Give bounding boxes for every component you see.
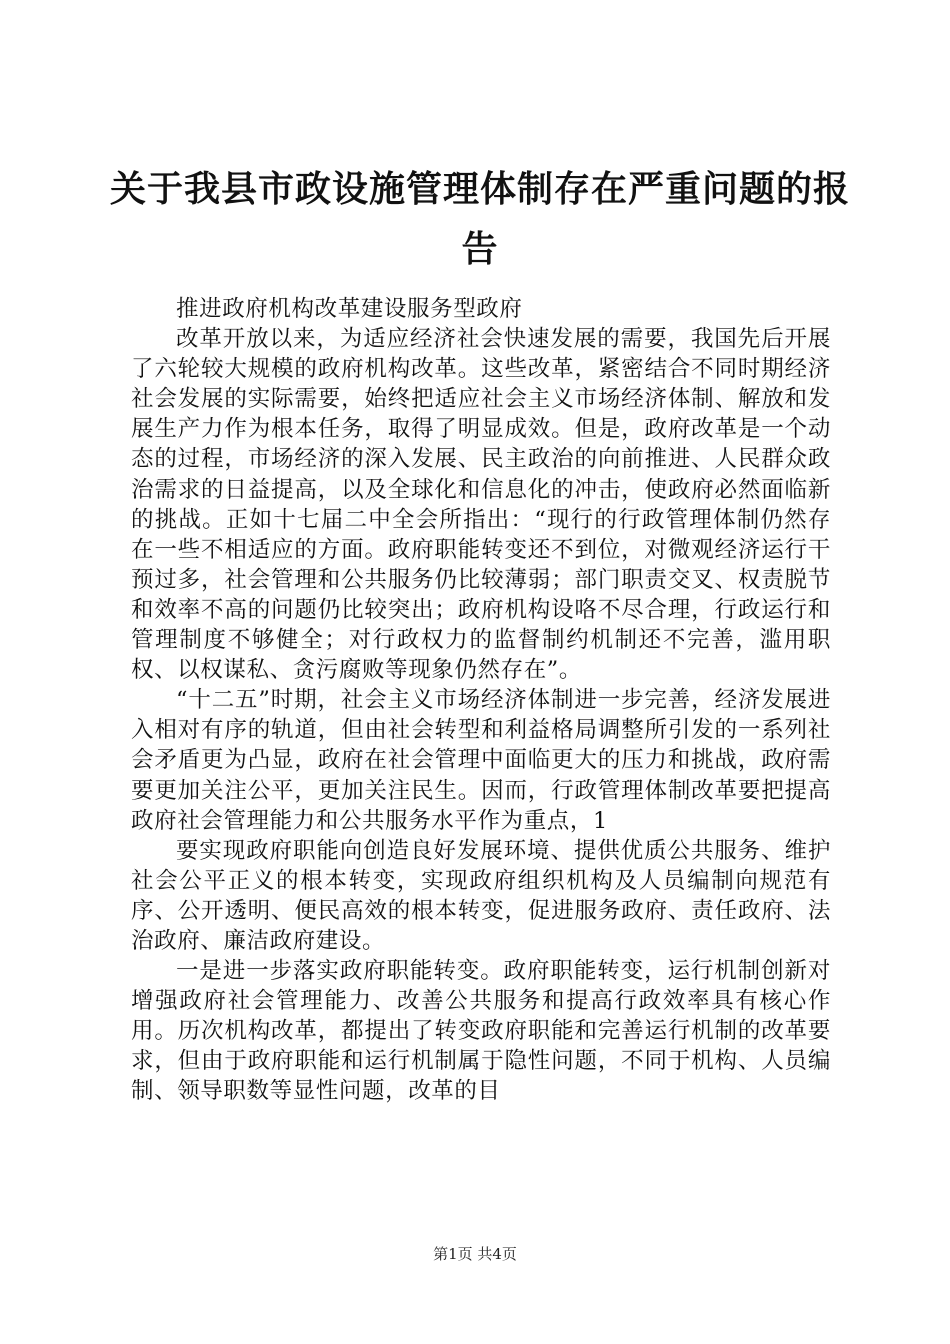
paragraph: 改革开放以来，为适应经济社会快速发展的需要，我国先后开展了六轮较大规模的政府机构改革。这些改革，紧密结合不同时期经济社会发展的实际需要，始终把适应社会主义市场经济体制、解放和发展生产力作为根本任务，取得了明显成效。但是，政府改革是一个动态的过程，市场经济的深入发展、民主政治的向前推进、人民群众政治需求的日益提高，以及全球化和信息化的冲击，使政府必然面临新的挑战。正如十七届二中全会所指出：“现行的行政管理体制仍然存在一些不相适应的方面。政府职能转变还不到位，对微观经济运行干预过多，社会管理和公共服务仍比较薄弱；部门职责交叉、权责脱节和效率不高的问题仍比较突出；政府机构设咯不尽合理，行政运行和管理制度不够健全；对行政权力的监督制约机制还不完善，滥用职权、以权谋私、贪污腐败等现象仍然存在”。 (131, 326, 831, 684)
paragraph: 一是进一步落实政府职能转变。政府职能转变，运行机制创新对增强政府社会管理能力、改善公共服务和提高行政效率具有核心作用。历次机构改革，都提出了转变政府职能和完善运行机制的改革要求，但由于政府职能和运行机制属于隐性问题，不同于机构、人员编制、领导职数等显性问题，改革的目 (131, 958, 831, 1105)
paragraph: “十二五”时期，社会主义市场经济体制进一步完善，经济发展进入相对有序的轨道，但由社会转型和利益格局调整所引发的一系列社会矛盾更为凸显，政府在社会管理中面临更大的压力和挑战，政府需要更加关注公平，更加关注民生。因而，行政管理体制改革要把提高政府社会管理能力和公共服务水平作为重点，1 (131, 687, 831, 834)
document-body (131, 294, 831, 1107)
paragraph: 要实现政府职能向创造良好发展环境、提供优质公共服务、维护社会公平正义的根本转变，实现政府组织机构及人员编制向规范有序、公开透明、便民高效的根本转变，促进服务政府、责任政府、法治政府、廉洁政府建设。 (131, 837, 831, 954)
paragraph-subtitle: 推进政府机构改革建设服务型政府 (176, 296, 523, 322)
page-number-footer: 第1页 共4页 (433, 1245, 517, 1263)
document-title: 关于我县市政设施管理体制存在严重问题的报告 (110, 169, 851, 270)
